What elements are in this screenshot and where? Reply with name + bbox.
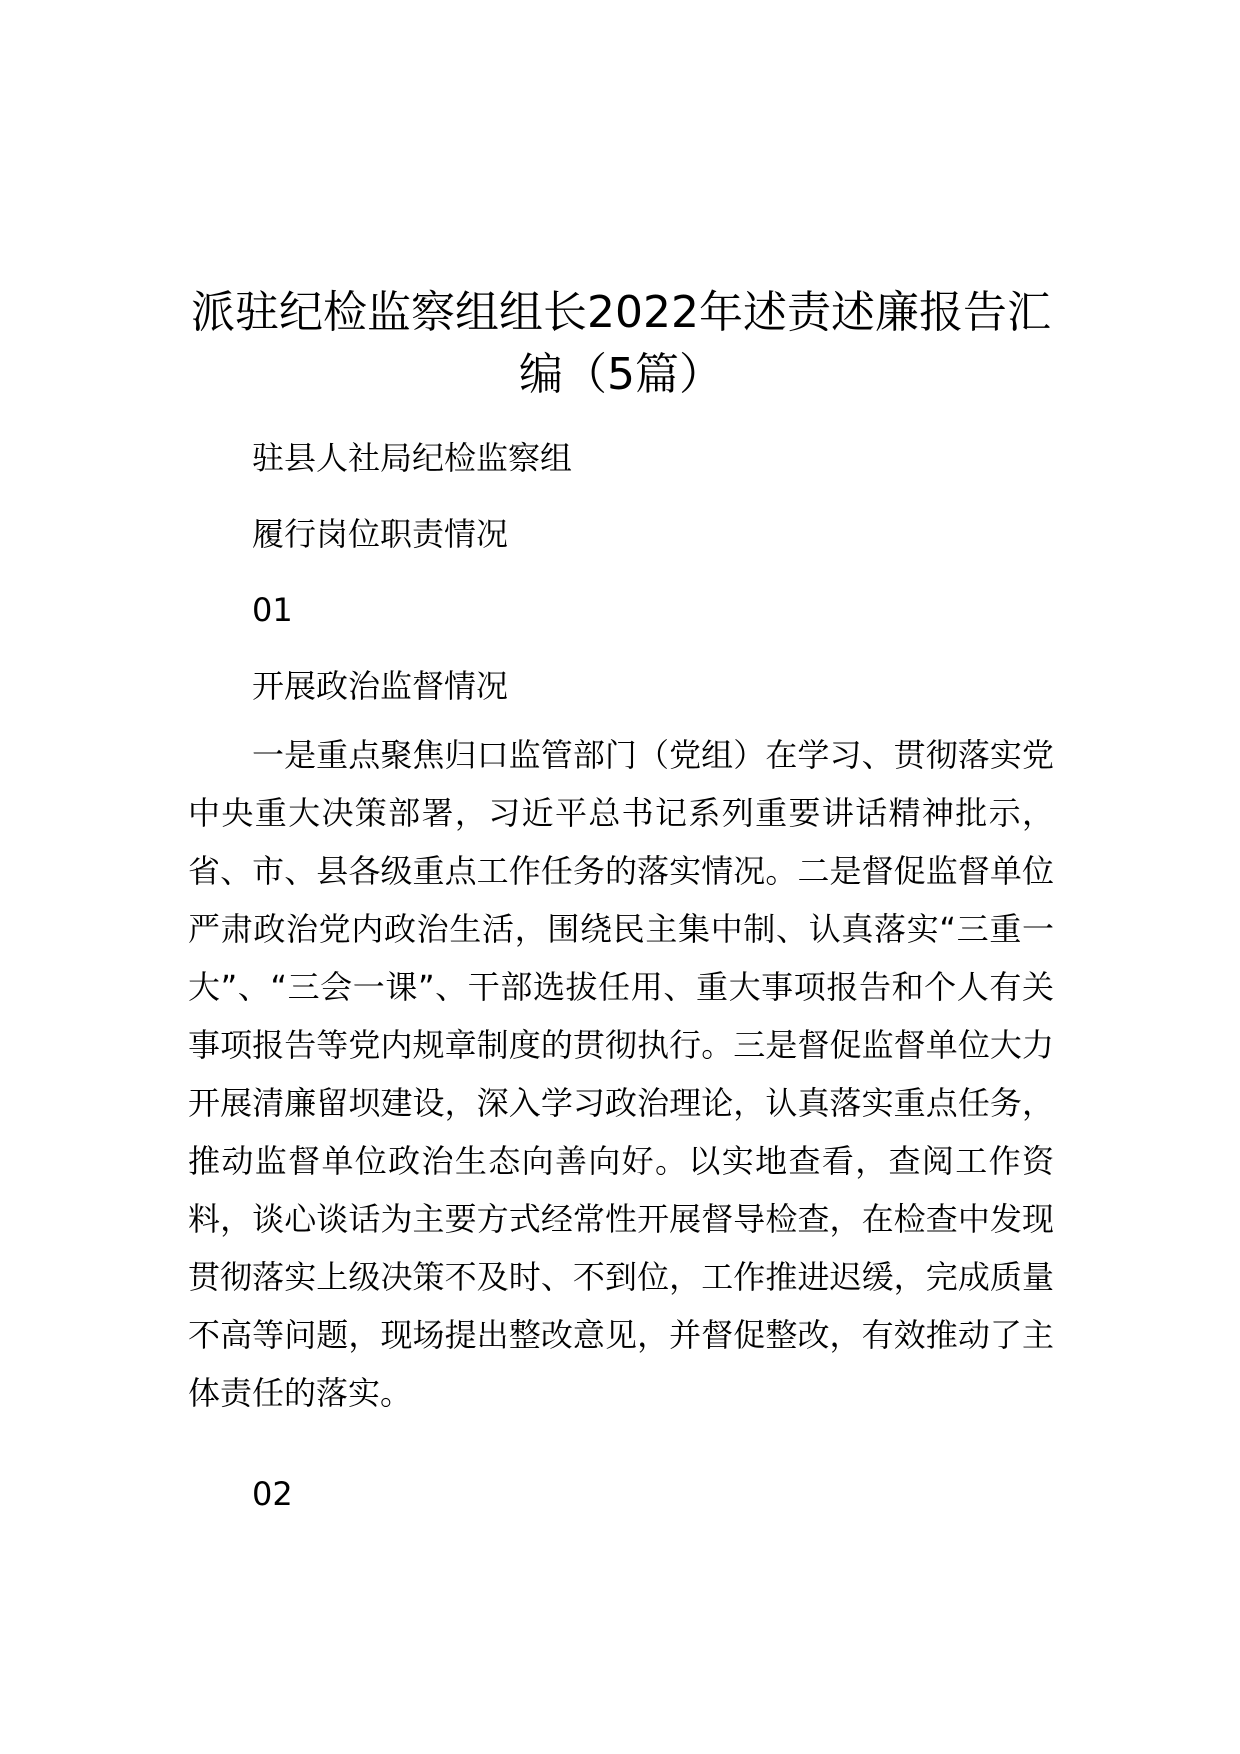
document-title: 派驻纪检监察组组长2022年述责述廉报告汇编（5篇） [191,287,1051,400]
section-number-01: 01 [252,591,293,629]
subheading-political-supervision: 开展政治监督情况 [252,667,509,705]
paragraph-political-supervision: 一是重点聚焦归口监管部门（党组）在学习、贯彻落实党中央重大决策部署，习近平总书记系列重要讲话精神批示，省、市、县各级重点工作任务的落实情况。二是督促监督单位严肃政治党内政治生活，围绕民主集中制、认真落实“三重一大”、“三会一课”、干部选拔任用、重大事项报告和个人有关事项报告等党内规章制度的贯彻执行。三是督促监督单位大力开展清廉留坝建设，深入学习政治理论，认真落实重点任务，推动监督单位政治生态向善向好。以实地查看，查阅工作资料，谈心谈话为主要方式经常性开展督导检查，在检查中发现贯彻落实上级决策不及时、不到位，工作推进迟缓，完成质量不高等问题，现场提出整改意见，并督促整改，有效推动了主体责任的落实。 [188,736,1054,1412]
section-number-02: 02 [252,1475,293,1513]
document-content [188,282,1054,1532]
organization-line: 驻县人社局纪检监察组 [252,439,573,477]
section-heading: 履行岗位职责情况 [252,515,509,553]
